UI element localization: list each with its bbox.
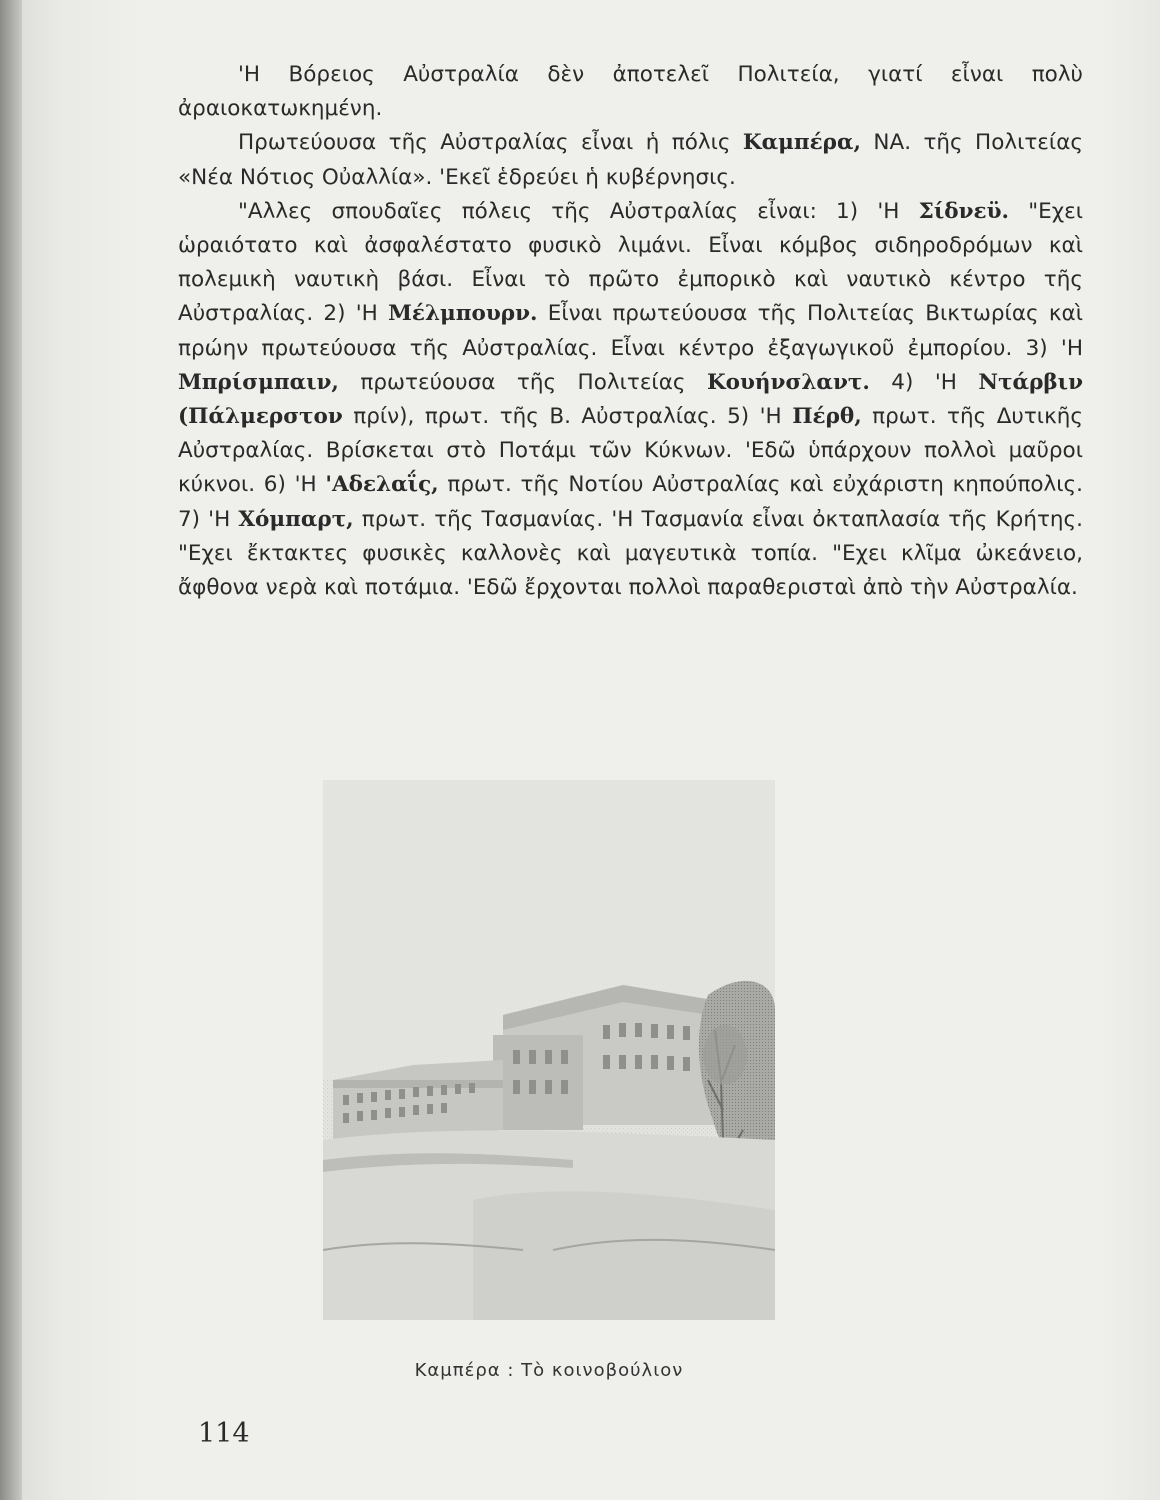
body-text (178, 58, 1083, 605)
page-number: 114 (198, 1418, 250, 1449)
paragraph-text: πρωτ. τῆς Νοτίου Αὐστραλίας καὶ εὐχάριστη κηπούπολις. 7) 'Η (178, 472, 1083, 532)
parliament-photo (323, 780, 775, 1320)
paragraph-text: 4) 'Η (869, 369, 979, 395)
place-name: 'Αδελαΐς, (325, 472, 439, 498)
paragraph-text: πρωτ. τῆς Τασμανίας. 'Η Τασμανία εἶναι ὀκταπλασία τῆς Κρήτης. "Εχει ἔκτακτες φυσικὲς καλλονὲς καὶ μαγευτικὰ τοπία. "Εχει κλῖμα ὠκεάνειο, ἄφθονα νερὰ καὶ ποτάμια. 'Εδῶ ἔρχονται πολλοὶ παραθερισταὶ ἀπὸ τὴν Αὐστραλία. (178, 506, 1083, 601)
book-spine-shadow (0, 0, 22, 1500)
place-name: Ντάρβιν (Πάλμερστον (178, 369, 1083, 430)
paragraph (178, 126, 1083, 194)
paragraph-text: Πρωτεύουσα τῆς Αὐστραλίας εἶναι ἡ πόλις (238, 130, 743, 156)
place-name: Μέλμπουρν. (388, 301, 538, 327)
paragraph-text: ΝΑ. τῆς Πολιτείας «Νέα Νότιος Οὐαλλία». 'Εκεῖ ἑδρεύει ἡ κυβέρνησις. (178, 130, 1083, 190)
paragraph-text: πρωτεύουσα τῆς Πολιτείας (338, 369, 707, 395)
photo-caption: Καμπέρα : Τὸ κοινοβούλιον (414, 1360, 684, 1381)
place-name: Πέρθ, (792, 404, 862, 430)
place-name: Μπρίσμπαιν, (178, 369, 339, 395)
place-name: Καμπέρα, (742, 130, 861, 156)
paragraph-text: πρωτ. τῆς Δυτικῆς Αὐστραλίας. Βρίσκεται στὸ Ποτάμι τῶν Κύκνων. 'Εδῶ ὑπάρχουν πολλοὶ μαῦροι κύκνοι. 6) 'Η (178, 404, 1083, 498)
paragraph-text: 'Η Βόρειος Αὐστραλία δὲν ἀποτελεῖ Πολιτεία, γιατί εἶναι πολὺ ἀραιοκατωκημένη. (178, 62, 1083, 122)
place-name: Χόμπαρτ, (238, 506, 354, 532)
paragraph-text: Εἶναι πρωτεύουσα τῆς Πολιτείας Βικτωρίας καὶ πρώην πρωτεύουσα τῆς Αὐστραλίας. Εἶναι κέντρο ἐξαγωγικοῦ ἐμπορίου. 3) 'Η (178, 301, 1084, 361)
paragraph (178, 195, 1083, 605)
paragraph (178, 58, 1083, 126)
paragraph-text: "Αλλες σπουδαῖες πόλεις τῆς Αὐστραλίας εἶναι: 1) 'Η (238, 198, 919, 224)
place-name: Σίδνεϋ. (918, 198, 1009, 224)
place-name: Κουήνσλαντ. (706, 369, 870, 395)
paragraph-text: πρίν), πρωτ. τῆς Β. Αὐστραλίας. 5) 'Η (342, 404, 793, 430)
paragraph-text: "Εχει ὡραιότατο καὶ ἀσφαλέστατο φυσικὸ λιμάνι. Εἶναι κόμβος σιδηροδρόμων καὶ πολεμικὴ ναυτικὴ βάσι. Εἶναι τὸ πρῶτο ἐμπορικὸ καὶ ναυτικὸ κέντρο τῆς Αὐστραλίας. 2) 'Η (178, 198, 1084, 327)
